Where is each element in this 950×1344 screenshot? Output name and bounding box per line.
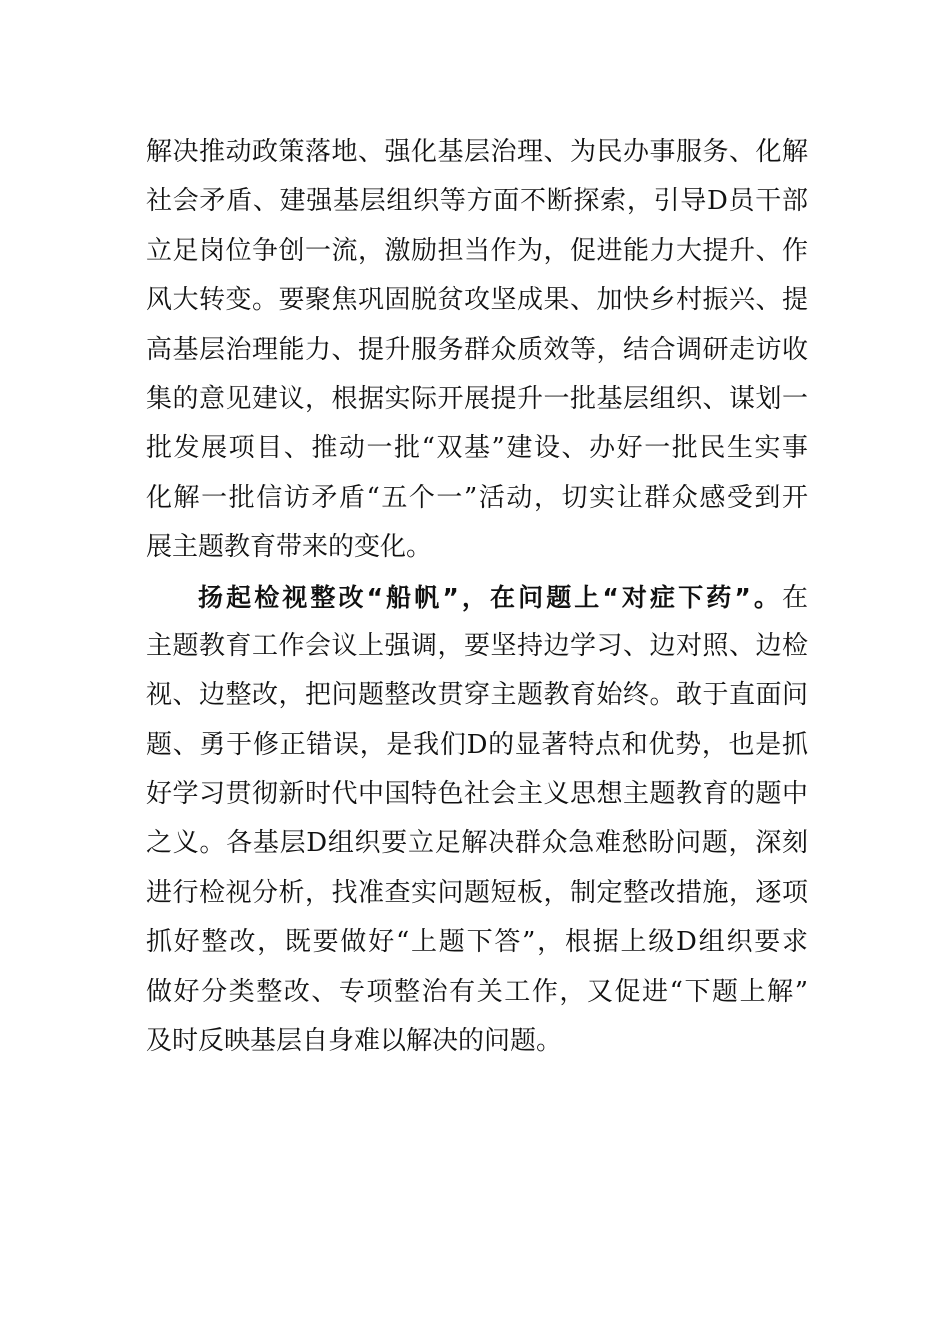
- document-body: [146, 128, 808, 1066]
- paragraph-line: 化解一批信访矛盾“五个一”活动，切实让群众感受到开: [146, 482, 808, 513]
- paragraph-line-rest: 在: [781, 582, 808, 613]
- paragraph-line: 做好分类整改、专项整治有关工作，又促进“下题上解”: [146, 976, 808, 1007]
- paragraph-line: 题、勇于修正错误，是我们D的显著特点和优势，也是抓: [146, 729, 808, 760]
- paragraph-line: 立足岗位争创一流，激励担当作为，促进能力大提升、作: [146, 235, 808, 266]
- paragraph-line: 展主题教育带来的变化。: [146, 532, 433, 563]
- paragraph-line: 及时反映基层自身难以解决的问题。: [146, 1026, 563, 1057]
- paragraph-line: 好学习贯彻新时代中国特色社会主义思想主题教育的题中: [146, 779, 808, 810]
- paragraph-first-line: [146, 573, 808, 622]
- paragraph-line: 解决推动政策落地、强化基层治理、为民办事服务、化解: [146, 137, 808, 167]
- paragraph-line: 进行检视分析，找准查实问题短板，制定整改措施，逐项: [146, 877, 808, 908]
- paragraph-line: 主题教育工作会议上强调，要坚持边学习、边对照、边检: [146, 630, 808, 661]
- section-heading: 扬起检视整改“船帆”，在问题上“对症下药”。: [198, 582, 782, 612]
- paragraph-1: [146, 128, 808, 573]
- paragraph-line: 社会矛盾、建强基层组织等方面不断探索，引导D员干部: [146, 186, 808, 217]
- paragraph-line: 批发展项目、推动一批“双基”建设、办好一批民生实事: [146, 433, 808, 464]
- paragraph-line: 风大转变。要聚焦巩固脱贫攻坚成果、加快乡村振兴、提: [146, 285, 808, 316]
- paragraph-line: 视、边整改，把问题整改贯穿主题教育始终。敢于直面问: [146, 680, 808, 711]
- paragraph-line: 抓好整改，既要做好“上题下答”，根据上级D组织要求: [146, 927, 808, 958]
- paragraph-2: [146, 573, 808, 1067]
- paragraph-line: 之义。各基层D组织要立足解决群众急难愁盼问题，深刻: [146, 828, 808, 859]
- paragraph-line: 集的意见建议，根据实际开展提升一批基层组织、谋划一: [146, 383, 808, 414]
- paragraph-line: 高基层治理能力、提升服务群众质效等，结合调研走访收: [146, 334, 808, 365]
